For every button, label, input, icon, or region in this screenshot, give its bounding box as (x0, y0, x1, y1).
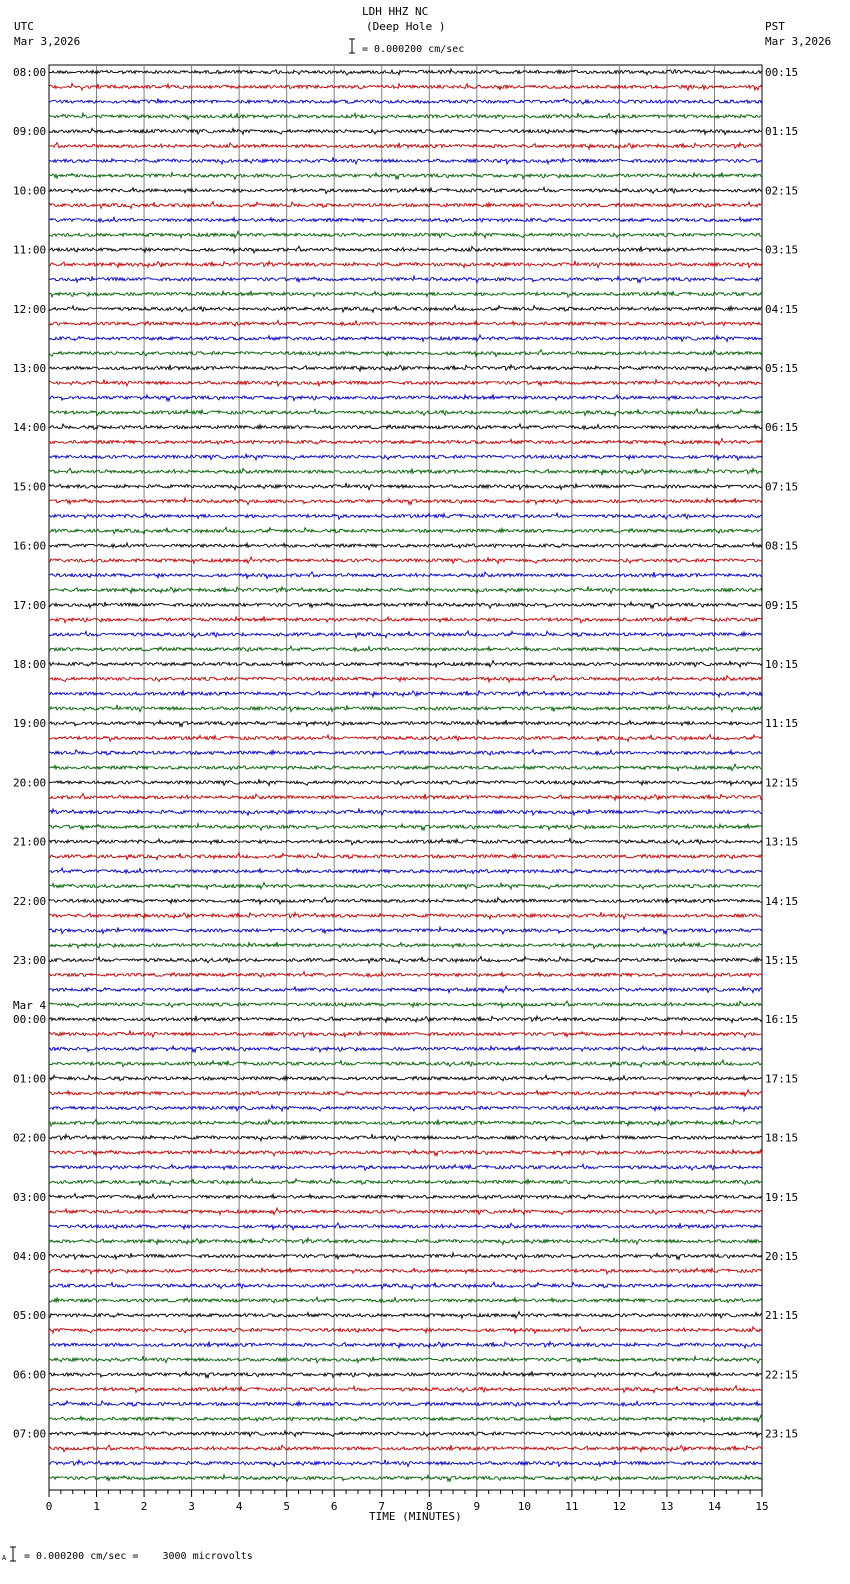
seismogram-trace (49, 764, 762, 771)
seismogram-trace (49, 1208, 762, 1215)
seismogram-trace (49, 1090, 762, 1097)
utc-hour-label: 20:00 (13, 776, 47, 790)
seismogram-trace (49, 1282, 762, 1289)
pst-hour-label: 14:15 (765, 894, 799, 908)
x-tick-label: 4 (235, 1500, 243, 1513)
utc-hour-label: 17:00 (13, 598, 47, 612)
seismogram-trace (49, 379, 762, 386)
seismogram-trace (49, 1386, 762, 1393)
x-tick-label: 14 (707, 1500, 722, 1513)
pst-hour-label: 22:15 (765, 1368, 799, 1382)
pst-hour-label: 06:15 (765, 421, 799, 435)
utc-hour-label: 08:00 (13, 66, 47, 79)
seismogram-trace (49, 1342, 762, 1349)
station-location: (Deep Hole ) (366, 20, 446, 33)
seismogram-trace (49, 1031, 762, 1038)
seismogram-trace (49, 853, 762, 860)
seismogram-trace (49, 202, 762, 209)
seismogram-trace (49, 217, 762, 222)
seismogram-trace (49, 912, 762, 919)
pst-hour-label: 01:15 (765, 125, 799, 139)
seismogram-trace (49, 1001, 762, 1008)
pst-hour-label: 07:15 (765, 480, 799, 494)
pst-hour-label: 20:15 (765, 1250, 799, 1263)
seismogram-trace (49, 1356, 762, 1363)
seismogram-trace (49, 1401, 762, 1407)
seismogram-trace (49, 187, 762, 193)
seismogram-trace (49, 1016, 762, 1023)
utc-label: UTC (14, 20, 34, 33)
pst-label: PST (765, 20, 785, 33)
pst-hour-label: 18:15 (765, 1131, 799, 1145)
seismogram-trace (49, 986, 762, 993)
x-tick-label: 1 (93, 1500, 100, 1513)
pst-hour-label: 16:15 (765, 1013, 799, 1027)
seismogram-trace (49, 454, 762, 460)
seismogram-trace (49, 1445, 762, 1452)
utc-hour-label: 10:00 (13, 184, 47, 198)
utc-hour-label: 09:00 (13, 125, 47, 139)
x-tick-label: 10 (517, 1500, 531, 1513)
seismogram-trace (49, 927, 762, 934)
seismogram-trace (49, 735, 762, 742)
seismogram-trace (49, 750, 762, 756)
seismogram-trace (49, 1105, 762, 1111)
pst-hour-label: 15:15 (765, 954, 799, 967)
utc-hour-label: 22:00 (13, 894, 47, 908)
seismogram-trace (49, 513, 762, 519)
pst-hour-label: 00:15 (765, 66, 799, 79)
utc-hour-label: 14:00 (13, 421, 47, 435)
footer-scale-icon (8, 1546, 18, 1562)
seismogram-trace (49, 172, 762, 179)
utc-hour-label: 19:00 (13, 717, 47, 731)
seismogram-trace (49, 868, 762, 874)
pst-hour-label: 23:15 (765, 1427, 799, 1441)
utc-hour-label: 07:00 (13, 1427, 47, 1441)
seismogram-trace (49, 675, 762, 682)
seismogram-trace (49, 143, 762, 150)
pst-hour-label: 17:15 (765, 1072, 799, 1086)
seismogram-trace (49, 957, 762, 964)
seismogram-trace (49, 1149, 762, 1156)
seismogram-trace (49, 1119, 762, 1126)
seismogram-trace (49, 543, 762, 548)
pst-hour-label: 19:15 (765, 1190, 799, 1204)
utc-hour-label: 21:00 (13, 835, 47, 849)
seismogram-trace (49, 527, 762, 534)
seismogram-trace (49, 883, 762, 890)
seismogram-trace (49, 291, 762, 297)
scale-label: = 0.000200 cm/sec (362, 44, 465, 55)
utc-hour-label: 03:00 (13, 1190, 47, 1204)
utc-hour-label: 00:00 (13, 1013, 47, 1027)
seismogram-trace (49, 1238, 762, 1245)
x-tick-label: 11 (565, 1500, 579, 1513)
pst-hour-label: 11:15 (765, 717, 799, 731)
seismogram-trace (49, 1268, 762, 1274)
footer-marker: A (2, 1554, 7, 1562)
pst-hour-label: 08:15 (765, 539, 799, 553)
seismogram-trace (49, 942, 762, 948)
x-tick-label: 12 (612, 1500, 627, 1513)
seismogram-trace (49, 483, 762, 490)
x-tick-label: 8 (425, 1500, 433, 1513)
utc-hour-label: 11:00 (13, 243, 47, 257)
seismogram-trace (49, 409, 762, 416)
seismogram-trace (49, 231, 762, 238)
seismogram-trace (49, 897, 762, 904)
x-tick-label: 0 (45, 1500, 53, 1513)
seismogram-trace (49, 572, 762, 579)
seismogram-trace (49, 1179, 762, 1186)
pst-hour-label: 04:15 (765, 302, 799, 316)
seismogram-trace (49, 335, 762, 342)
seismogram-trace (49, 439, 762, 446)
seismogram-trace (49, 1431, 762, 1437)
seismogram-trace (49, 824, 762, 831)
pst-hour-label: 21:15 (765, 1309, 799, 1323)
seismogram-trace (49, 1046, 762, 1053)
seismogram-trace (49, 1194, 762, 1200)
utc-hour-label: 01:00 (13, 1072, 47, 1086)
footer-scale-note: = 0.000200 cm/sec = 3000 microvolts (24, 1551, 253, 1562)
seismogram-trace (49, 1060, 762, 1067)
seismogram-trace (49, 557, 762, 564)
x-tick-label: 2 (140, 1500, 148, 1513)
seismogram-trace (49, 794, 762, 801)
seismogram-trace (49, 365, 762, 372)
seismogram-trace (49, 839, 762, 845)
seismogram-trace (49, 468, 762, 475)
seismogram-trace (49, 602, 762, 609)
pst-hour-label: 03:15 (765, 243, 799, 257)
utc-hour-label: 06:00 (13, 1368, 47, 1382)
utc-hour-label: 13:00 (13, 362, 47, 375)
seismogram-trace (49, 631, 762, 638)
seismogram-trace (49, 616, 762, 622)
seismogram-trace (49, 394, 762, 401)
utc-hour-label: 12:00 (13, 302, 47, 316)
utc-hour-label: 02:00 (13, 1131, 47, 1145)
pst-hour-label: 12:15 (765, 776, 799, 790)
station-title: LDH HHZ NC (362, 5, 429, 18)
seismogram-trace (49, 1253, 762, 1260)
seismogram-trace (49, 1415, 762, 1422)
date-change-label: Mar 4 (13, 999, 47, 1013)
seismogram-trace (49, 1223, 762, 1230)
x-tick-label: 6 (330, 1500, 338, 1513)
utc-hour-label: 15:00 (13, 480, 47, 494)
seismogram-trace (49, 498, 762, 505)
x-tick-label: 13 (660, 1500, 674, 1513)
pst-hour-label: 09:15 (765, 598, 799, 612)
seismogram-trace (49, 1075, 762, 1081)
seismogram-trace (49, 424, 762, 430)
seismogram-trace (49, 1312, 762, 1319)
x-tick-label: 5 (283, 1500, 290, 1513)
x-tick-label: 15 (755, 1500, 769, 1513)
seismogram-trace (49, 1475, 762, 1482)
pst-hour-label: 13:15 (765, 835, 799, 849)
seismogram-trace (49, 305, 762, 312)
seismogram-trace (49, 1460, 762, 1467)
x-tick-label: 7 (378, 1500, 386, 1513)
seismogram-trace (49, 661, 762, 668)
utc-hour-label: 23:00 (13, 954, 47, 967)
seismogram-trace (49, 1327, 762, 1334)
seismogram-trace (49, 261, 762, 268)
seismogram-trace (49, 1297, 762, 1303)
utc-hour-label: 05:00 (13, 1309, 47, 1323)
pst-date: Mar 3,2026 (765, 35, 832, 48)
seismogram-trace (49, 157, 762, 164)
seismogram-trace (49, 720, 762, 727)
trace-layer (49, 69, 762, 1482)
seismogram-trace (49, 350, 762, 357)
pst-hour-label: 10:15 (765, 658, 799, 671)
seismogram-trace (49, 83, 762, 90)
seismogram-trace (49, 1134, 762, 1141)
pst-hour-label: 05:15 (765, 362, 799, 375)
seismogram-trace (49, 99, 762, 105)
x-tick-label: 9 (473, 1500, 481, 1513)
seismogram-trace (49, 809, 762, 816)
seismogram-trace (49, 69, 762, 75)
seismogram-trace (49, 246, 762, 253)
x-tick-label: 3 (188, 1500, 195, 1513)
pst-hour-label: 02:15 (765, 184, 799, 198)
seismogram-trace (49, 276, 762, 283)
seismogram-trace (49, 646, 762, 652)
seismogram-trace (49, 972, 762, 978)
seismogram-trace (49, 128, 762, 134)
utc-date: Mar 3,2026 (14, 35, 81, 48)
seismogram-trace (49, 587, 762, 594)
utc-hour-label: 04:00 (13, 1250, 47, 1263)
seismogram-trace (49, 113, 762, 120)
seismogram-trace (49, 1164, 762, 1170)
x-axis-label: TIME (MINUTES) (369, 1510, 462, 1523)
seismogram-trace (49, 1371, 762, 1378)
seismogram-trace (49, 705, 762, 712)
seismogram-trace (49, 780, 762, 786)
seismogram-trace (49, 320, 762, 326)
seismogram-trace (49, 690, 762, 697)
utc-hour-label: 18:00 (13, 658, 47, 671)
utc-hour-label: 16:00 (13, 539, 47, 553)
